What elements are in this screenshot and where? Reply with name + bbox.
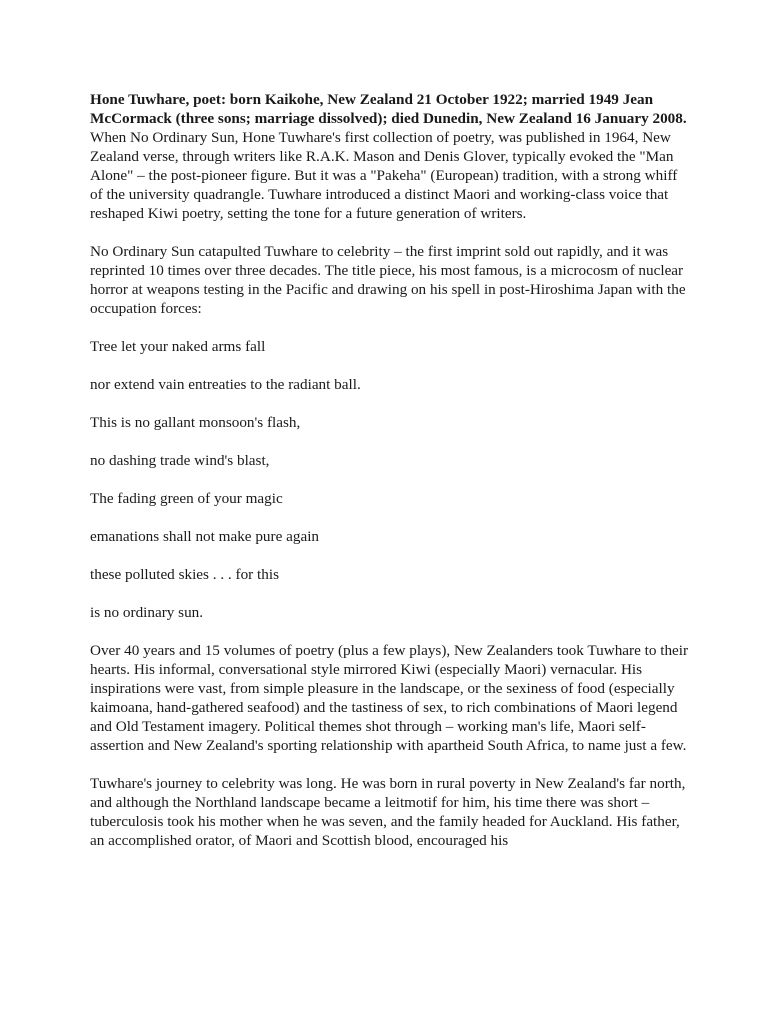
document-page [90, 90, 690, 869]
poem-line: nor extend vain entreaties to the radiant ball. [90, 376, 361, 393]
poem-line: emanations shall not make pure again [90, 528, 320, 545]
poem-line: Tree let your naked arms fall [90, 338, 266, 355]
paragraph-intro: When No Ordinary Sun, Hone Tuwhare's first collection of poetry, was published in 1964, New Zealand verse, through writers like R.A.K. Mason and Denis Glover, typically evoked the "Man Alone" – the post-pioneer figure. But it was a "Pakeha" (European) tradition, with a strong whiff of the university quadrangle. Tuwhare introduced a distinct Maori and working-class voice that reshaped Kiwi poetry, setting the tone for a future generation of writers. [90, 129, 678, 222]
paragraph-journey: Tuwhare's journey to celebrity was long. He was born in rural poverty in New Zealand's far north, and although the Northland landscape became a leitmotif for him, his time there was short – tuberculosis took his mother when he was seven, and the family headed for Auckland. His father, an accomplished orator, of Maori and Scottish blood, encouraged his [90, 775, 686, 849]
poem-line: The fading green of your magic [90, 490, 283, 507]
obituary-headline: Hone Tuwhare, poet: born Kaikohe, New Zealand 21 October 1922; married 1949 Jean McCormack (three sons; marriage dissolved); died Dunedin, New Zealand 16 January 2008. [90, 91, 687, 127]
paragraph-celebrity: No Ordinary Sun catapulted Tuwhare to celebrity – the first imprint sold out rapidly, and it was reprinted 10 times over three decades. The title piece, his most famous, is a microcosm of nuclear horror at weapons testing in the Pacific and drawing on his spell in post-Hiroshima Japan with the occupation forces: [90, 243, 686, 317]
poem-line: is no ordinary sun. [90, 604, 204, 621]
poem-line: This is no gallant monsoon's flash, [90, 414, 301, 431]
poem-line: no dashing trade wind's blast, [90, 452, 270, 469]
paragraph-themes: Over 40 years and 15 volumes of poetry (plus a few plays), New Zealanders took Tuwhare to their hearts. His informal, conversational style mirrored Kiwi (especially Maori) vernacular. His inspirations were vast, from simple pleasure in the landscape, or the sexiness of food (especially kaimoana, hand-gathered seafood) and the tastiness of sex, to rich combinations of Maori legend and Old Testament imagery. Political themes shot through – working man's life, Maori self-assertion and New Zealand's sporting relationship with apartheid South Africa, to name just a few. [90, 642, 689, 754]
poem-line: these polluted skies . . . for this [90, 566, 279, 583]
poem-excerpt [90, 337, 690, 622]
